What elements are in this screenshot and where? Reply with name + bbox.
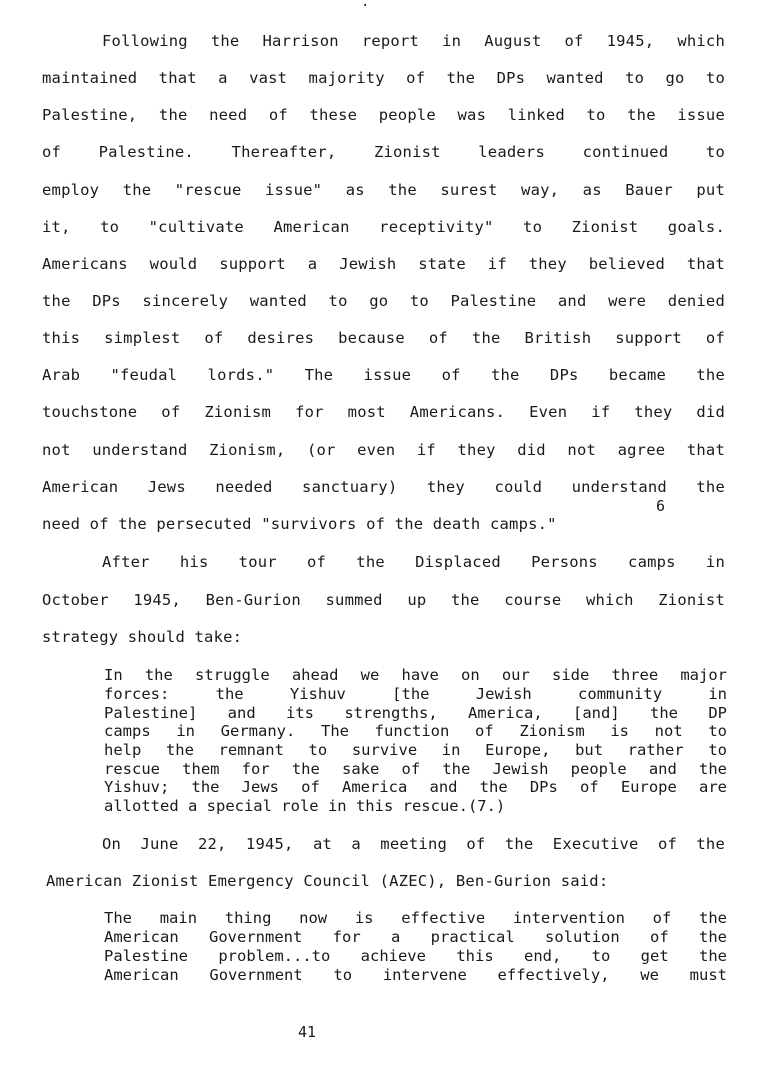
quote-line: Palestine problem...to achieve this end, to get the (104, 947, 727, 965)
text-line: Following the Harrison report in August of 1945, which (102, 32, 725, 50)
text-line: employ the "rescue issue" as the surest way, as Bauer put (42, 181, 725, 199)
quote-line: American Government to intervene effectively, we must (104, 966, 727, 984)
quote-line: In the struggle ahead we have on our side three major (104, 666, 727, 684)
text-line: Arab "feudal lords." The issue of the DPs became the (42, 366, 725, 384)
text-line: strategy should take: (42, 628, 243, 646)
quote-line: The main thing now is effective intervention of the (104, 909, 727, 927)
text-line: October 1945, Ben-Gurion summed up the course which Zionist (42, 591, 725, 609)
text-line: After his tour of the Displaced Persons camps in (102, 553, 725, 571)
text-line: of Palestine. Thereafter, Zionist leaders continued to (42, 143, 725, 161)
text-line: American Jews needed sanctuary) they could understand the (42, 478, 725, 496)
quote-line: allotted a special role in this rescue.(7.) (104, 797, 506, 815)
text-line: not understand Zionism, (or even if they did not agree that (42, 441, 725, 459)
text-line: On June 22, 1945, at a meeting of the Executive of the (102, 835, 725, 853)
text-line: Americans would support a Jewish state if they believed that (42, 255, 725, 273)
page-number: 41 (298, 1023, 317, 1041)
text-line: the DPs sincerely wanted to go to Palestine and were denied (42, 292, 725, 310)
quote-line: Yishuv; the Jews of America and the DPs of Europe are (104, 778, 727, 796)
quote-line: American Government for a practical solution of the (104, 928, 727, 946)
quote-line: help the remnant to survive in Europe, but rather to (104, 741, 727, 759)
text-line: American Zionist Emergency Council (AZEC), Ben-Gurion said: (46, 872, 609, 890)
text-line: this simplest of desires because of the British support of (42, 329, 725, 347)
text-line: Palestine, the need of these people was linked to the issue (42, 106, 725, 124)
quote-line: camps in Germany. The function of Zionism is not to (104, 722, 727, 740)
text-line: touchstone of Zionism for most Americans. Even if they did (42, 403, 725, 421)
text-line: maintained that a vast majority of the DPs wanted to go to (42, 69, 725, 87)
quote-line: Palestine] and its strengths, America, [and] the DP (104, 704, 727, 722)
top-mark: . (361, 0, 370, 10)
text-line: need of the persecuted "survivors of the death camps." (42, 515, 557, 533)
quote-line: rescue them for the sake of the Jewish people and the (104, 760, 727, 778)
footnote-marker: 6 (656, 497, 666, 515)
quote-line: forces: the Yishuv [the Jewish community in (104, 685, 727, 703)
text-line: it, to "cultivate American receptivity" to Zionist goals. (42, 218, 725, 236)
